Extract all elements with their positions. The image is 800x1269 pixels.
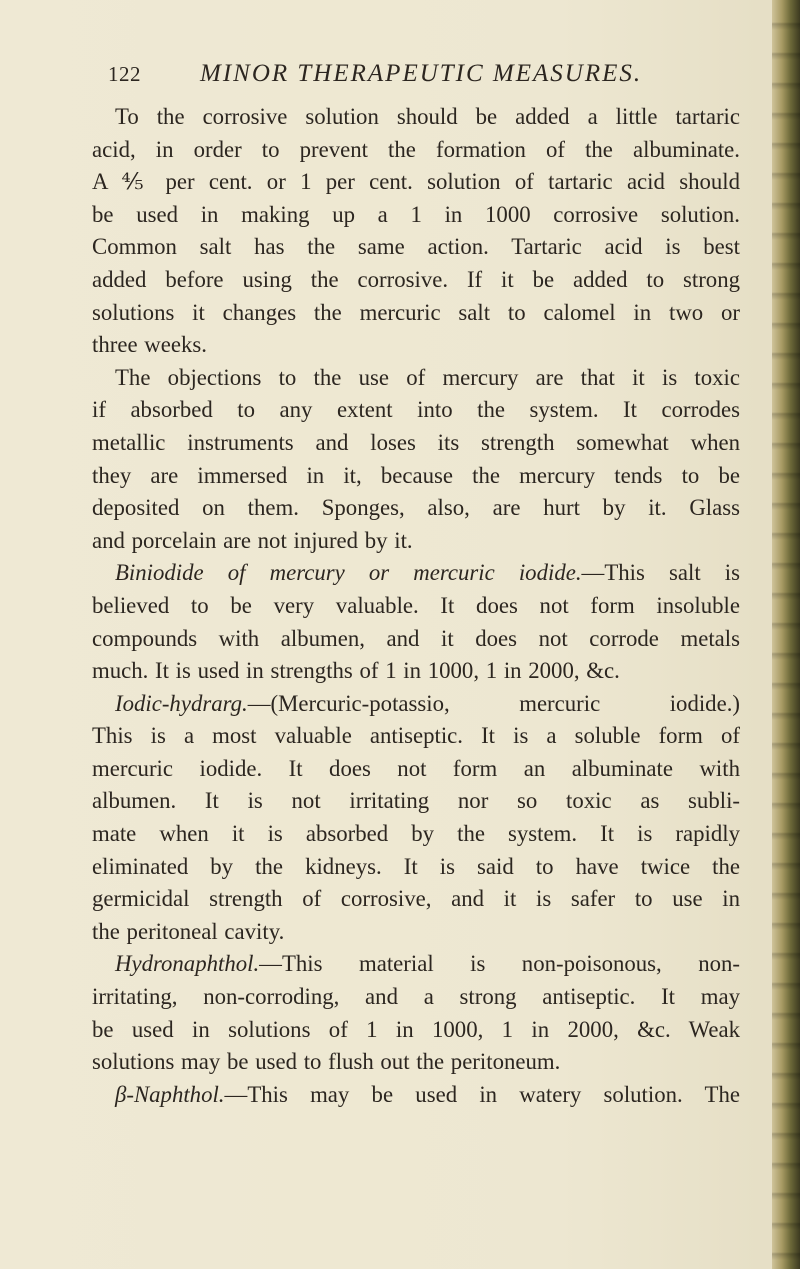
text-line: believed to be very valuable. It does not form insoluble bbox=[92, 592, 740, 618]
text-line bbox=[92, 557, 740, 590]
text-line: the peritoneal cavity. bbox=[92, 918, 285, 944]
body-text bbox=[92, 101, 740, 1111]
text-line: A ⅘ per cent. or 1 per cent. solution of tartaric acid should bbox=[92, 169, 740, 195]
text-line: Common salt has the same action. Tartaric acid is best bbox=[92, 234, 740, 260]
term-heading: Biniodide of mercury or mercuric iodide. bbox=[115, 560, 582, 586]
text-line: much. It is used in strengths of 1 in 1000, 1 in 2000, &c. bbox=[92, 658, 620, 684]
text-span: —This may be used in watery solution. The bbox=[224, 1081, 740, 1107]
text-line: acid, in order to prevent the formation of the albuminate. bbox=[92, 136, 740, 162]
text-line: deposited on them. Sponges, also, are hurt by it. Glass bbox=[92, 495, 740, 521]
page-edge bbox=[772, 0, 800, 1269]
text-line: germicidal strength of corrosive, and it is safer to use in bbox=[92, 886, 740, 912]
text-line bbox=[92, 688, 740, 721]
text-line: be used in solutions of 1 in 1000, 1 in 2000, &c. Weak bbox=[92, 1016, 740, 1042]
text-line: mate when it is absorbed by the system. It is rapidly bbox=[92, 821, 740, 847]
text-span: —(Mercuric-potassio, mercuric iodide.) bbox=[247, 690, 740, 716]
text-span: —This material is non-poisonous, non- bbox=[259, 951, 740, 977]
text-line: three weeks. bbox=[92, 332, 207, 358]
text-line: albumen. It is not irritating nor so toxic as subli- bbox=[92, 788, 740, 814]
text-line: compounds with albumen, and it does not corrode metals bbox=[92, 625, 740, 651]
text-line: metallic instruments and loses its strength somewhat when bbox=[92, 429, 740, 455]
text-line: solutions it changes the mercuric salt to calomel in two or bbox=[92, 299, 740, 325]
term-heading: β-Naphthol. bbox=[115, 1081, 225, 1107]
page-header bbox=[108, 60, 728, 92]
text-line: eliminated by the kidneys. It is said to have twice the bbox=[92, 853, 740, 879]
text-line: To the corrosive solution should be added a little tartaric bbox=[115, 104, 740, 129]
text-line bbox=[92, 948, 740, 981]
text-span: —This salt is bbox=[581, 560, 740, 586]
text-line: This is a most valuable antiseptic. It is a soluble form of bbox=[92, 723, 740, 749]
text-line: irritating, non-corroding, and a strong antiseptic. It may bbox=[92, 984, 740, 1010]
text-line: mercuric iodide. It does not form an albuminate with bbox=[92, 755, 740, 781]
running-head: MINOR THERAPEUTIC MEASURES. bbox=[200, 60, 643, 87]
text-line: and porcelain are not injured by it. bbox=[92, 527, 413, 553]
text-line: they are immersed in it, because the mercury tends to be bbox=[92, 462, 740, 488]
text-line: be used in making up a 1 in 1000 corrosive solution. bbox=[92, 201, 740, 227]
term-heading: Iodic-hydrarg. bbox=[115, 690, 248, 716]
text-line bbox=[92, 1079, 740, 1112]
text-line: if absorbed to any extent into the system. It corrodes bbox=[92, 397, 740, 423]
page-number: 122 bbox=[108, 62, 141, 86]
text-line: The objections to the use of mercury are that it is toxic bbox=[115, 364, 740, 390]
term-heading: Hydronaphthol. bbox=[115, 951, 260, 977]
text-line: added before using the corrosive. If it be added to strong bbox=[92, 266, 740, 292]
text-line: solutions may be used to flush out the peritoneum. bbox=[92, 1049, 561, 1075]
